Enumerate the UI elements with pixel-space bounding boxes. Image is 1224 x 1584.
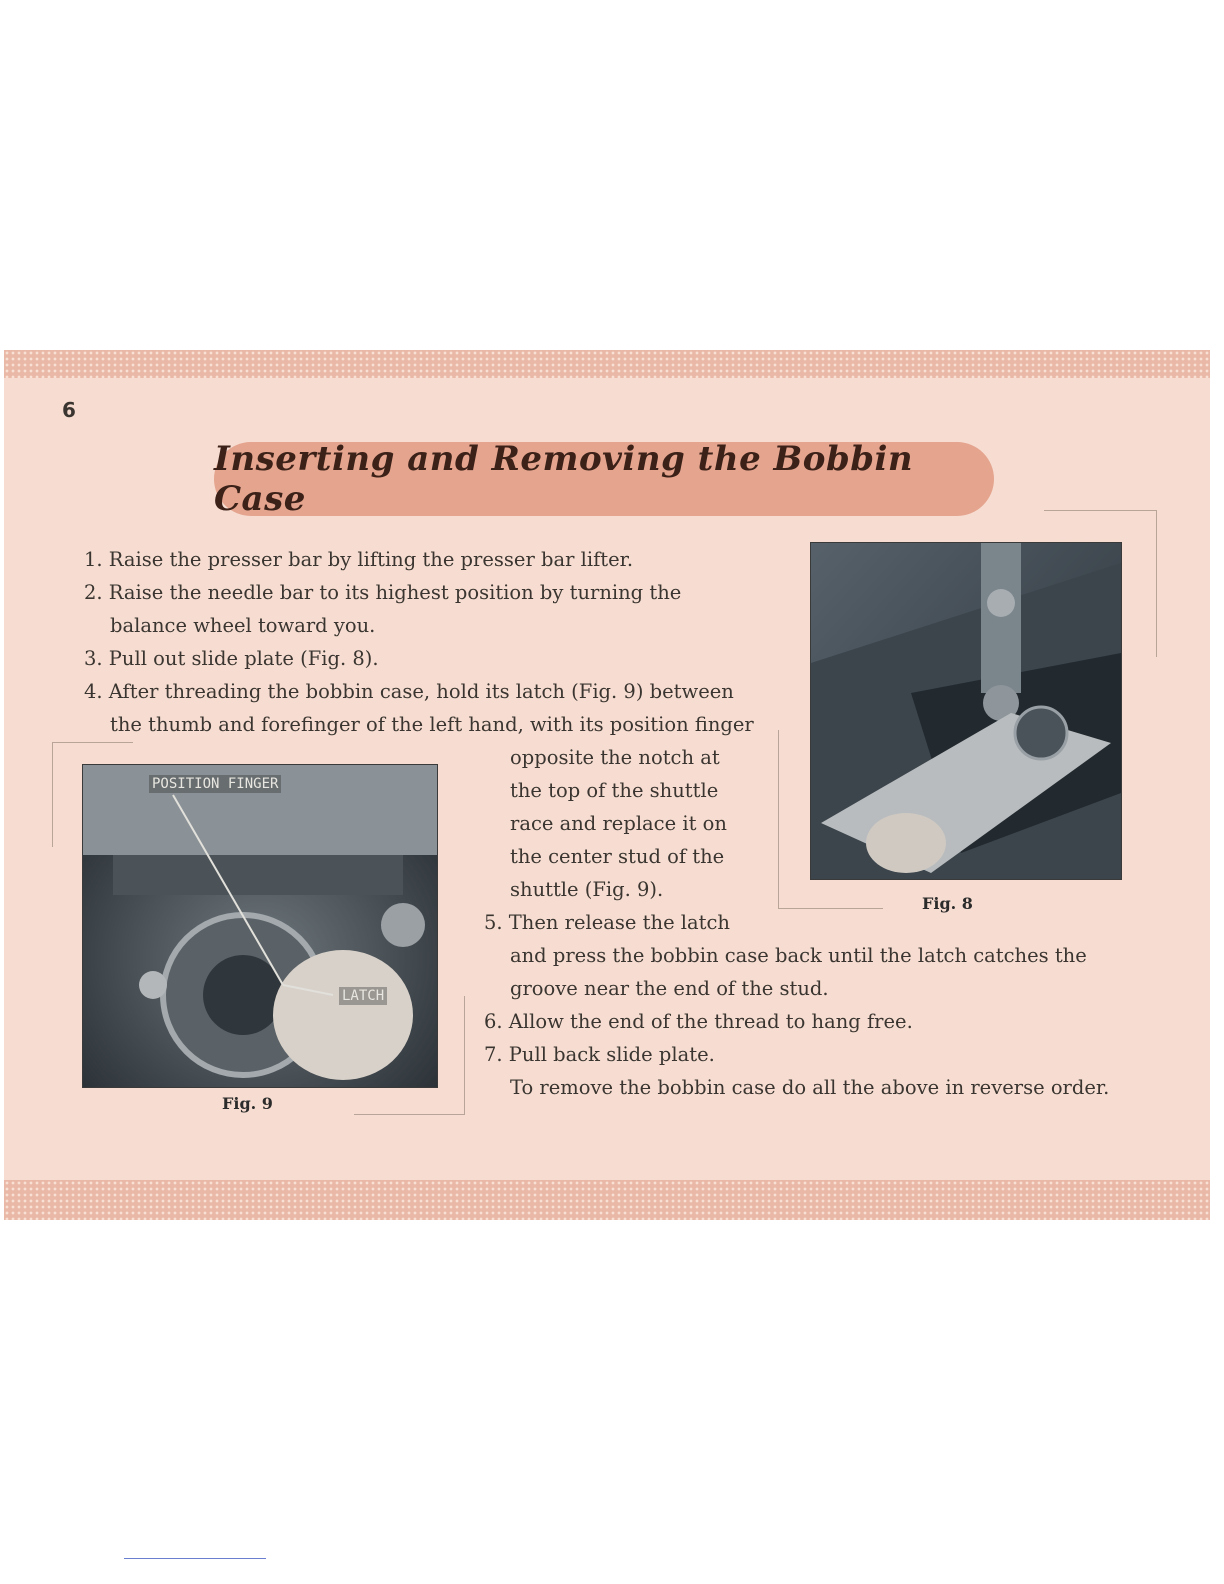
fig-9-bracket-bottom xyxy=(354,996,465,1115)
step-4-cont: race and replace it on xyxy=(510,812,727,835)
manual-page xyxy=(4,350,1210,1220)
step-4-cont: opposite the notch at xyxy=(510,746,720,769)
position-finger-label: POSITION FINGER xyxy=(149,775,281,793)
step-5-cont: and press the bobbin case back until the latch catches the xyxy=(510,944,1087,967)
page-number: 6 xyxy=(62,398,76,422)
step-1: 1. Raise the presser bar by lifting the presser bar lifter. xyxy=(84,548,634,571)
remove-note: To remove the bobbin case do all the above in reverse order. xyxy=(510,1076,1110,1099)
step-4-cont: the thumb and forefinger of the left hand, with its position finger xyxy=(110,713,754,736)
footer-rule xyxy=(124,1558,266,1559)
step-5-cont: groove near the end of the stud. xyxy=(510,977,829,1000)
step-4-cont: shuttle (Fig. 9). xyxy=(510,878,664,901)
top-dotted-band xyxy=(4,350,1210,378)
bottom-dotted-band xyxy=(4,1180,1210,1220)
fig-8-bracket-bottom xyxy=(778,730,883,909)
step-3: 3. Pull out slide plate (Fig. 8). xyxy=(84,647,379,670)
step-7: 7. Pull back slide plate. xyxy=(484,1043,715,1066)
step-5: 5. Then release the latch xyxy=(484,911,730,934)
fig-9-bracket-top xyxy=(52,742,133,847)
step-2: 2. Raise the needle bar to its highest position by turning the xyxy=(84,581,682,604)
page-title: Inserting and Removing the Bobbin Case xyxy=(214,439,914,519)
step-6: 6. Allow the end of the thread to hang free. xyxy=(484,1010,913,1033)
step-2-cont: balance wheel toward you. xyxy=(110,614,376,637)
fig-8-caption: Fig. 8 xyxy=(922,894,973,913)
latch-label: LATCH xyxy=(339,987,387,1005)
step-4-cont: the top of the shuttle xyxy=(510,779,719,802)
fig-9-caption: Fig. 9 xyxy=(222,1094,273,1113)
title-banner xyxy=(214,439,994,519)
step-4-cont: the center stud of the xyxy=(510,845,725,868)
step-4: 4. After threading the bobbin case, hold its latch (Fig. 9) between xyxy=(84,680,734,703)
fig-8-bracket-top xyxy=(1044,510,1157,657)
